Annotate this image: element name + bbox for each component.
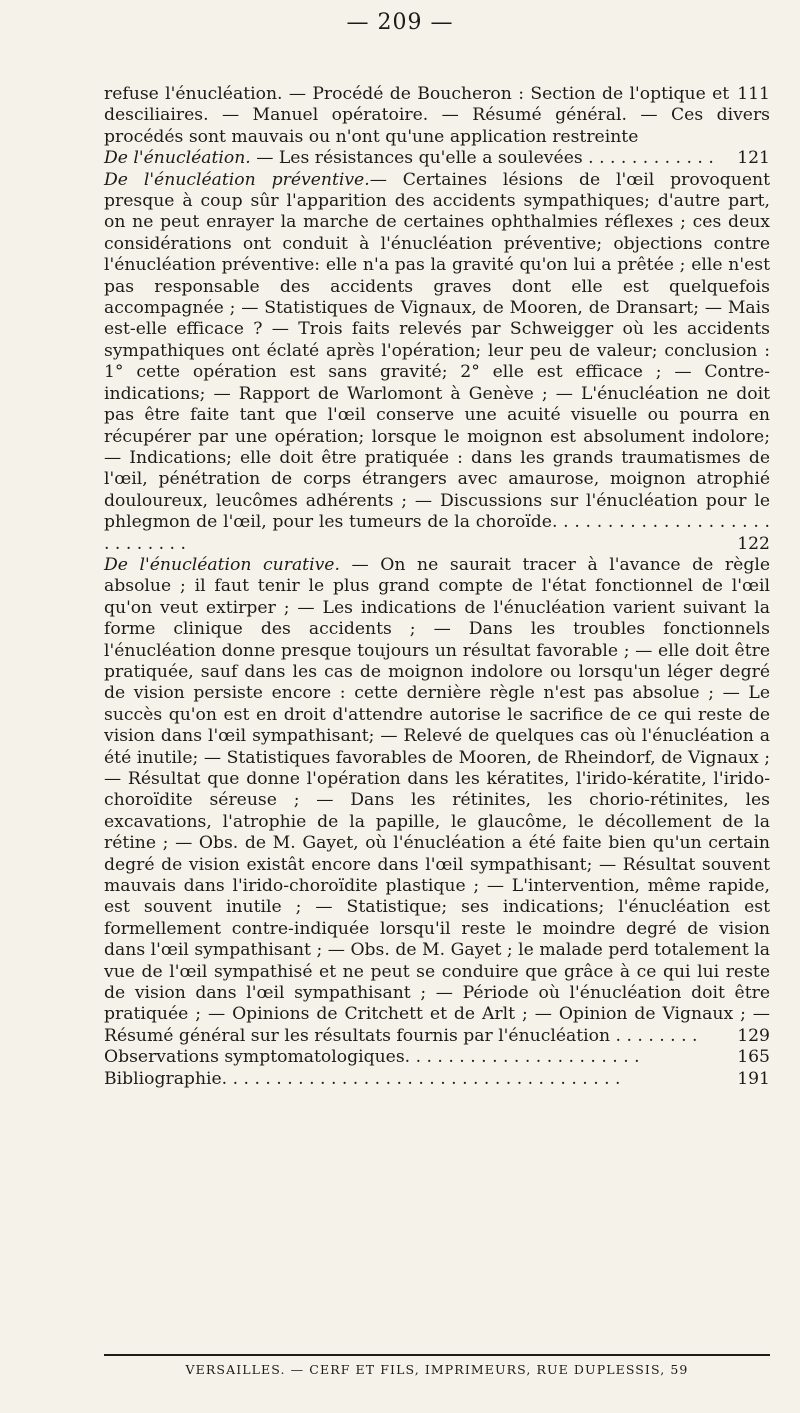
toc-entry-title: De l'énucléation préventive. [104, 169, 370, 190]
toc-entry [104, 555, 770, 1047]
toc-page-number: 111 [737, 84, 770, 104]
toc-entry-text: — On ne saurait tracer à l'avance de règle absolue ; il faut tenir le plus grand compte de l'état fonctionnel de l'œil qu'on veut extirper ; — Les indications de l'énucléation varient suivant la forme clinique des accidents ; — Dans les troubles fonctionnels l'énucléation donne presque toujours un résultat favorable ; — elle doit être pratiquée, sauf dans les cas de moignon indolore ou lorsqu'un léger degré de vision persiste encore : cette dernière règle n'est pas absolue ; — Le succès qu'on est en droit d'attendre autorise le sacrifice de ce qui reste de vision dans l'œil sympathisant; — Relevé de quelques cas où l'énucléation a été inutile; — Statistiques favorables de Mooren, de Rheindorf, de Vignaux ; — Résultat que donne l'opération dans les kératites, l'irido-kératite, l'irido-choroïdite séreuse ; — Dans les rétinites, les chorio-rétinites, les excavations, l'atrophie de la papille, le glaucôme, le décollement de la rétine ; — Obs. de M. Gayet, où l'énucléation a été faite bien qu'un certain degré de vision existât encore dans l'œil sympathisant; — Résultat souvent mauvais dans l'irido-choroïdite plastique ; — L'intervention, même rapide, est souvent inutile ; — Statistique; ses indications; l'énucléation est formellement contre-indiquée lorsqu'il reste le moindre degré de vision dans l'œil sympathisant ; — Obs. de M. Gayet ; le malade perd totalement la vue de l'œil sympathisé et ne peut se conduire que grâce à ce qui lui reste de vision dans l'œil sympathisant ; — Période où l'énucléation doit être pratiquée ; — Opinions de Critchett et de Arlt ; — Opinion de Vignaux ; — Résumé général sur les résultats fournis par l'énucléation . . . . . . . . [104, 554, 770, 1046]
toc-entry-title: De l'énucléation curative. [104, 554, 340, 575]
toc-page-number: 122 [737, 533, 770, 554]
table-of-contents [104, 84, 770, 1090]
toc-entry-text: refuse l'énucléation. — Procédé de Boucheron : Section de l'optique et desciliaires. — Manuel opératoire. — Résumé général. — Ces divers procédés sont mauvais ou n'ont qu'une application restreinte [104, 84, 770, 147]
page-number-header: — 209 — [346, 10, 454, 35]
toc-entry-text: — Certaines lésions de l'œil provoquent presque à coup sûr l'apparition des accidents sympathiques; d'autre part, on ne peut enrayer la marche de certaines ophthalmies réflexes ; ces deux considérations ont conduit à l'énucléation préventive; objections contre l'énucléation préventive: elle n'a pas la gravité qu'on lui a prêtée ; elle n'est pas responsable des accidents graves dont elle est quelquefois accompagnée ; — Statistiques de Vignaux, de Mooren, de Dransart; — Mais est-elle efficace ? — Trois faits relevés par Schweigger où les accidents sympathiques ont éclaté après l'opération; leur peu de valeur; conclusion : 1° cette opération est sans gravité; 2° elle est efficace ; — Contre-indications; — Rapport de Warlomont à Genève ; — L'énucléation ne doit pas être faite tant que l'œil conserve une acuité visuelle ou pourra en récupérer par une opération; lorsque le moignon est absolument indolore; — Indications; elle doit être pratiquée : dans les grands traumatismes de l'œil, pénétration de corps étrangers avec amaurose, moignon atrophié douloureux, leucômes adhérents ; — Discussions sur l'énucléation pour le phlegmon de l'œil, pour les tumeurs de la choroïde. . . . . . . . . . . . . . . . . . . . . . . . . . . . [104, 169, 770, 554]
toc-entry-text: Bibliographie. . . . . . . . . . . . . . . . . . . . . . . . . . . . . . . . . . . . . [104, 1068, 621, 1089]
toc-entry [104, 1047, 770, 1068]
toc-page-number: 191 [737, 1068, 770, 1089]
toc-page-number: 121 [737, 148, 770, 169]
toc-page-number: 165 [737, 1047, 770, 1068]
toc-entry [104, 148, 770, 169]
toc-entry-text: — Les résistances qu'elle a soulevées . . . . . . . . . . . . [250, 148, 714, 169]
toc-page-number: 129 [737, 1025, 770, 1046]
printer-imprint: VERSAILLES. — CERF ET FILS, IMPRIMEURS, RUE DUPLESSIS, 59 [104, 1354, 770, 1377]
toc-entry [104, 170, 770, 555]
toc-entry [104, 1069, 770, 1090]
toc-entry-title: De l'énucléation. [104, 148, 251, 169]
toc-entry-text: Observations symptomatologiques. . . . . . . . . . . . . . . . . . . . . . [104, 1047, 640, 1068]
toc-entry [104, 84, 770, 148]
